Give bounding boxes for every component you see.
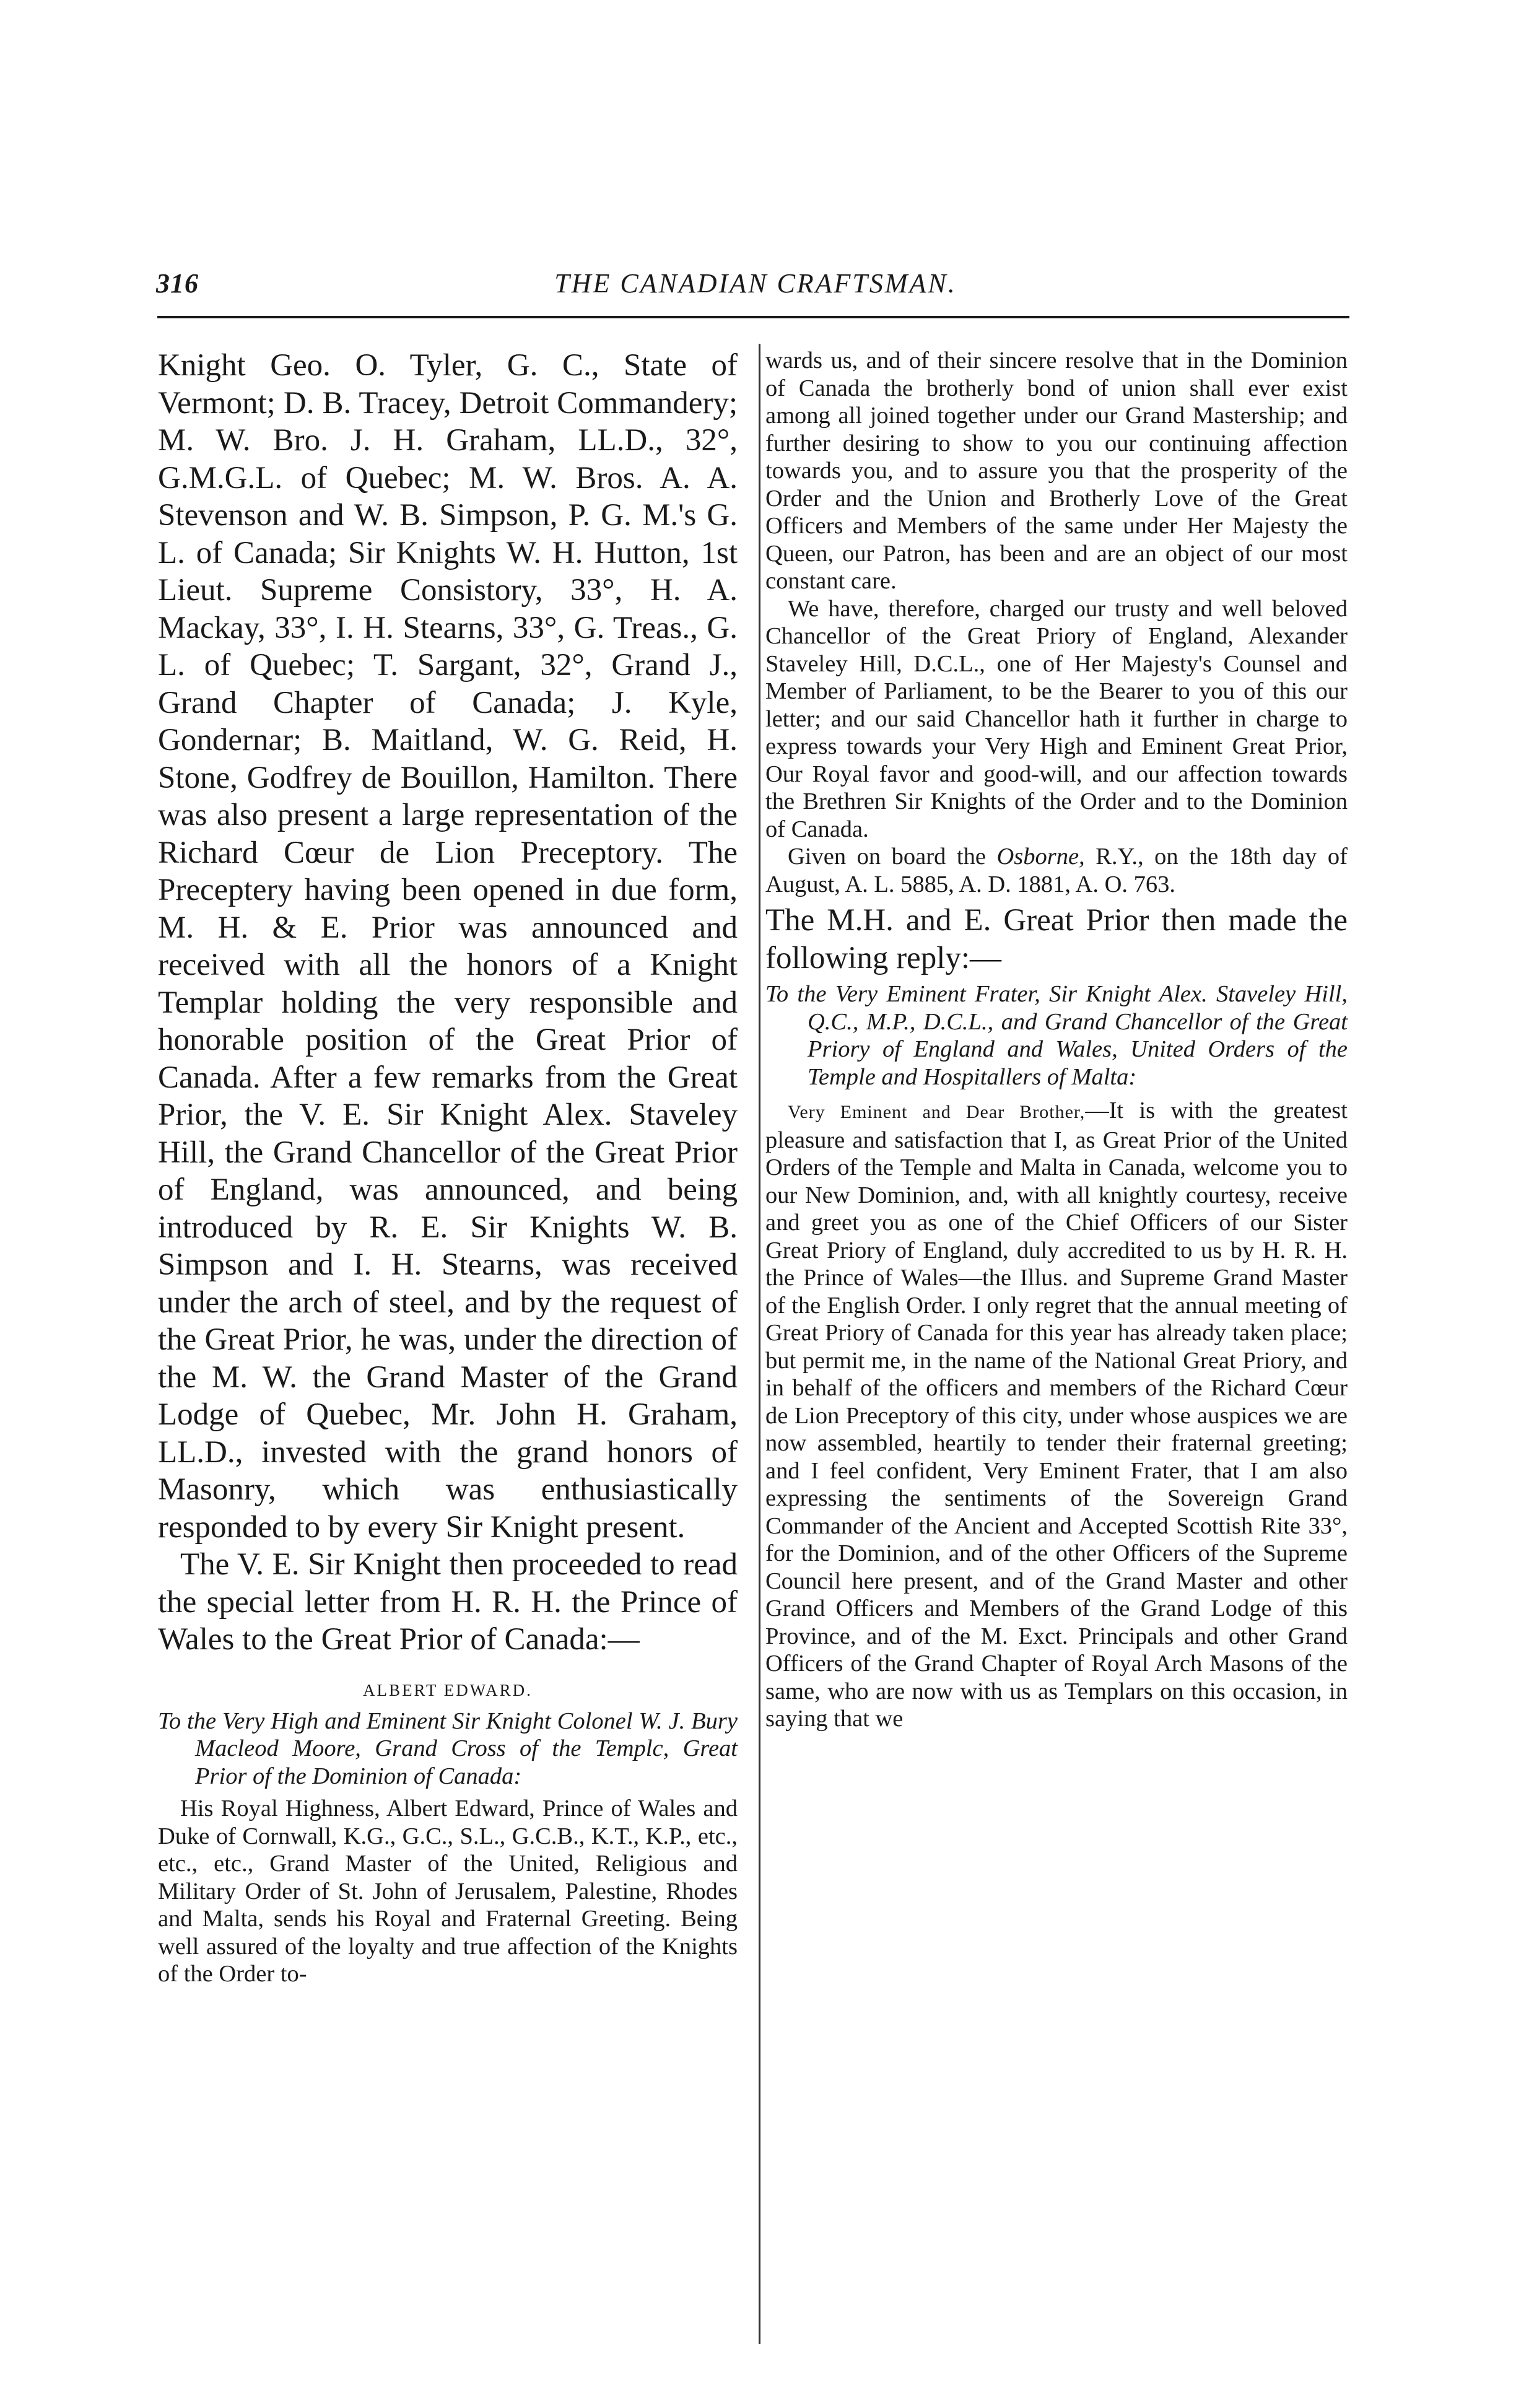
given-prefix: Given on board the <box>788 844 997 870</box>
reply-text: —It is with the greatest pleasure and satisfaction that I, as Great Prior of the United Orders of the Temple and Malta in Canada, welcome you to our New Dominion, and, with all knightly courtesy, receive and greet you as one of the Chief Officers of our Sister Great Priory of England, duly accredited to us by H. R. H. the Prince of Wales—the Illus. and Supreme Grand Master of the English Order. I only regret that the annual meeting of Great Priory of Canada for this year has already taken place; but permit me, in the name of the National Great Priory, and in behalf of the officers and members of the Richard Cœur de Lion Preceptory of this city, under whose auspices we are now assembled, heartily to tender their fraternal greeting; and I feel confident, Very Eminent Frater, that I am also expressing the sentiments of the Sovereign Grand Commander of the Ancient and Accepted Scottish Rite 33°, for the Dominion, and of the other Officers of the Supreme Council here present, and of the Grand Master and other Grand Officers and Members of the Grand Lodge of this Province, and of the M. Exct. Principals and other Grand Officers of the Grand Chapter of Royal Arch Masons of the same, who are now with us as Templars on this occasion, in saying that we <box>765 1097 1348 1732</box>
right-column <box>765 347 1348 1733</box>
page-number: 316 <box>156 268 199 299</box>
right-paragraph-1: wards us, and of their sincere resolve that in the Dominion of Canada the brotherly bond of union shall ever exist among all joined together under our Grand Mastership; and further desiring to show to you our continuing affection towards you, and to assure you that the prosperity of the Order and the Union and Brotherly Love of the Great Officers and Members of the same under Her Majesty the Queen, our Patron, has been and are an object of our most constant care. <box>765 347 1348 594</box>
right-paragraph-2: We have, therefore, charged our trusty and well beloved Chancellor of the Great Priory of England, Alexander Staveley Hill, D.C.L., one of Her Majesty's Counsel and Member of Parliament, to be the Bearer to you of this our letter; and our said Chancellor hath it further in charge to express towards your Very High and Eminent Great Prior, Our Royal favor and good-will, and our affection towards the Brethren Sir Knights of the Order and to the Dominion of Canada. <box>765 595 1348 842</box>
reply-salutation: Very Eminent and Dear Brother, <box>788 1102 1086 1122</box>
reply-address: To the Very Eminent Frater, Sir Knight Alex. Staveley Hill, Q.C., M.P., D.C.L., and Grand Chancellor of the Great Priory of England and Wales, United Orders of the Temple and Hospitallers of Malta: <box>765 981 1348 1090</box>
left-paragraph-1: Knight Geo. O. Tyler, G. C., State of Vermont; D. B. Tracey, Detroit Commandery; M. W. Bro. J. H. Graham, LL.D., 32°, G.M.G.L. of Quebec; M. W. Bros. A. A. Stevenson and W. B. Simpson, P. G. M.'s G. L. of Canada; Sir Knights W. H. Hutton, 1st Lieut. Supreme Consistory, 33°, H. A. Mackay, 33°, I. H. Stearns, 33°, G. Treas., G. L. of Quebec; T. Sargant, 32°, Grand J., Grand Chapter of Canada; J. Kyle, Gondernar; B. Maitland, W. G. Reid, H. Stone, Godfrey de Bouillon, Hamilton. There was also present a large representation of the Richard Cœur de Lion Preceptory. The Preceptery having been opened in due form, M. H. & E. Prior was announced and received with all the honors of a Knight Templar holding the very responsible and honorable position of the Great Prior of Canada. After a few remarks from the Great Prior, the V. E. Sir Knight Alex. Staveley Hill, the Grand Chancellor of the Great Prior of England, was announced, and being introduced by R. E. Sir Knights W. B. Simpson and I. H. Stearns, was received under the arch of steel, and by the request of the Great Prior, he was, under the direction of the M. W. the Grand Master of the Grand Lodge of Quebec, Mr. John H. Graham, LL.D., invested with the grand honors of Masonry, which was enthusiastically responded to by every Sir Knight present. <box>158 348 738 1545</box>
running-title: THE CANADIAN CRAFTSMAN. <box>554 268 957 299</box>
left-paragraph-2: The V. E. Sir Knight then proceeded to read the special letter from H. R. H. the Prince of Wales to the Great Prior of Canada:— <box>158 1547 738 1657</box>
given-suffix: R.Y., on the 18th day of August, A. L. 5885, A. D. 1881, A. O. 763. <box>765 844 1348 897</box>
reply-body <box>765 1097 1348 1733</box>
left-column <box>158 347 738 1988</box>
ship-name: Osborne, <box>996 844 1085 870</box>
letter-body: His Royal Highness, Albert Edward, Prince of Wales and Duke of Cornwall, K.G., G.C., S.L., G.C.B., K.T., K.P., etc., etc., etc., Grand Master of the United, Religious and Military Order of St. John of Jerusalem, Palestine, Rhodes and Malta, sends his Royal and Fraternal Greeting. Being well assured of the loyalty and true affection of the Knights of the Order to- <box>158 1795 738 1987</box>
letter-address: To the Very High and Eminent Sir Knight Colonel W. J. Bury Macleod Moore, Grand Cross of the Templc, Great Prior of the Dominion of Canada: <box>158 1708 738 1789</box>
right-paragraph-3 <box>765 843 1348 898</box>
column-divider <box>759 344 760 2344</box>
letter-heading: ALBERT EDWARD. <box>363 1680 533 1699</box>
header-rule <box>157 316 1349 318</box>
reply-intro: The M.H. and E. Great Prior then made the following reply:— <box>765 903 1348 975</box>
